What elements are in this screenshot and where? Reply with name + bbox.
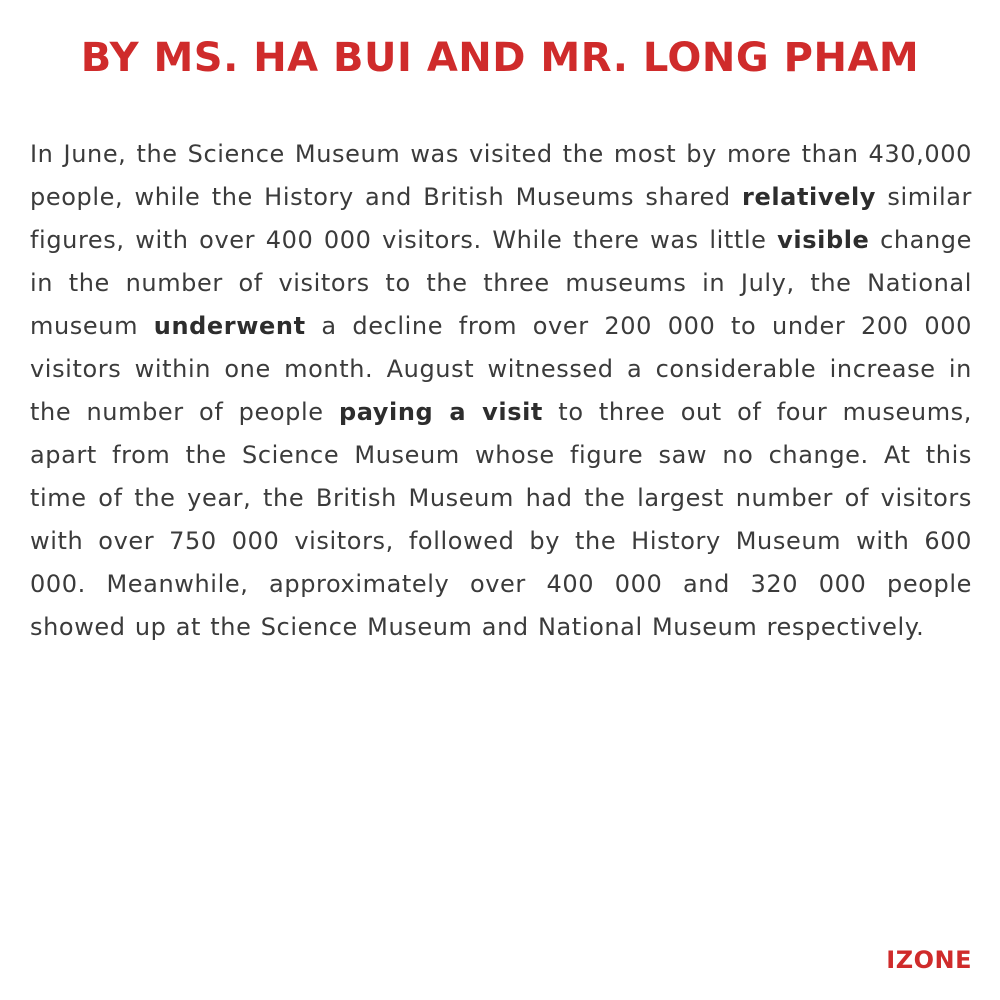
text-segment: change in the number of visitors to the three museums in July, the National museum	[30, 226, 972, 340]
highlighted-word: visible	[777, 226, 870, 254]
text-segment: a decline from over 200 000 to under 200 000 visitors within one month. August witnessed a considerable increase in the number of people	[30, 312, 972, 426]
text-segment: In June, the Science Museum was visited the most by more than 430,000 people, while the History and British Museums shared	[30, 140, 972, 211]
text-segment: to three out of four museums, apart from the Science Museum whose figure saw no change. At this time of the year, the British Museum had the largest number of visitors with over 750 000 visitors, followed by the History Museum with 600 000. Meanwhile, approximately over 400 000 and 320 000 people showed up at the Science Museum and National Museum respectively.	[30, 398, 973, 641]
highlighted-phrase: paying a visit	[338, 398, 544, 426]
page-title: BY MS. HA BUI AND MR. LONG PHAM	[80, 35, 920, 81]
highlighted-word: underwent	[153, 312, 306, 340]
brand-logo: IZONE	[886, 946, 972, 974]
highlighted-word: relatively	[742, 183, 877, 211]
text-segment: similar figures, with over 400 000 visitors. While there was little	[30, 183, 972, 254]
article-paragraph	[30, 133, 972, 649]
